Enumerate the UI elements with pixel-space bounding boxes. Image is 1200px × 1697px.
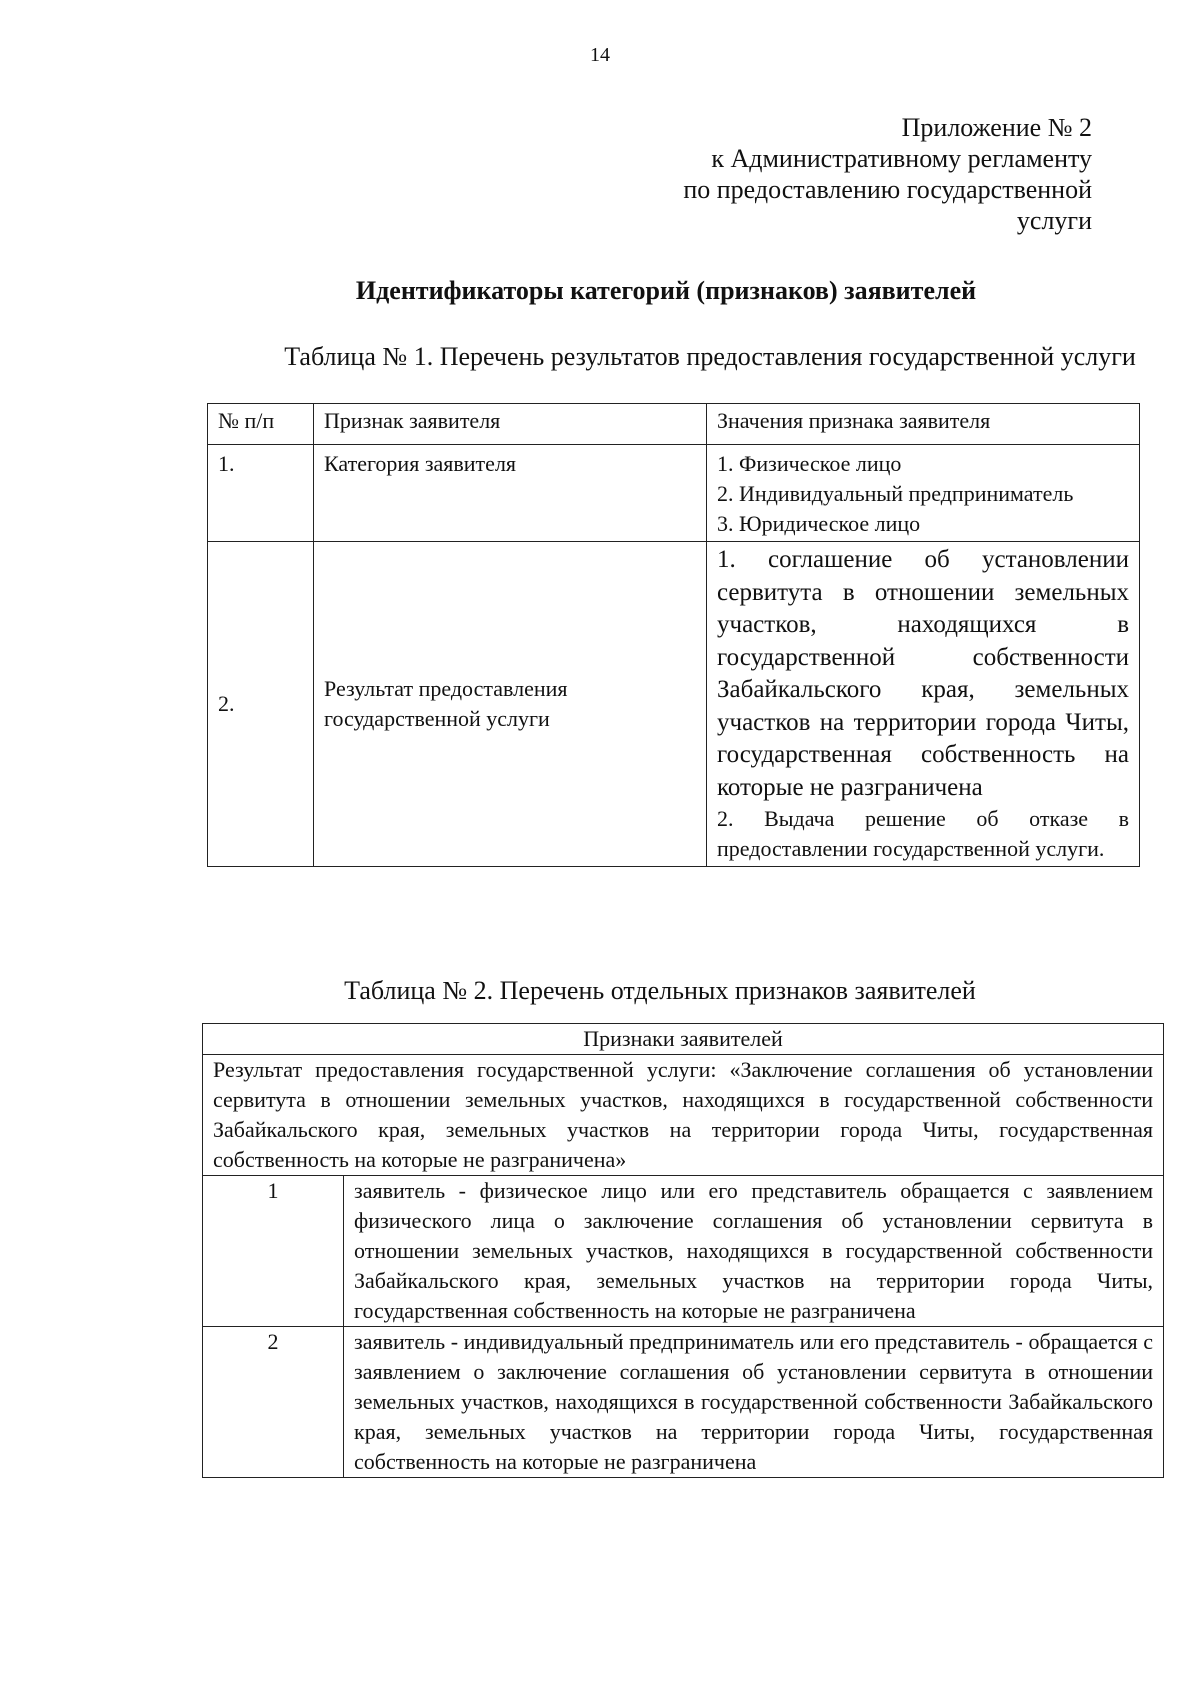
row-values: [707, 542, 1140, 867]
row-feature: Результат предоставления государственной услуги: [314, 542, 707, 867]
header-cell-number: № п/п: [208, 404, 314, 445]
value-item: 1. Физическое лицо: [717, 451, 902, 476]
result-cell: Результат предоставления государственной услуги: «Заключение соглашения об установлении сервитута в отношении земельных участков, находящихся в государственной собственности Забайкальского края, земельных участков на территории города Читы, государственная собственность на которые не разграничена»: [203, 1055, 1164, 1176]
table-header-row: [203, 1024, 1164, 1055]
results-table: [207, 403, 1140, 867]
table-row: [203, 1327, 1164, 1478]
table1-caption: Таблица № 1. Перечень результатов предоставления государственной услуги: [284, 342, 1136, 371]
row-number: 1.: [208, 445, 314, 542]
document-title: Идентификаторы категорий (признаков) заявителей: [355, 276, 977, 305]
page-number: 14: [590, 44, 610, 66]
appendix-line-2: к Административному регламенту: [711, 144, 1092, 173]
row-number: 1: [203, 1176, 344, 1327]
table-header-row: [208, 404, 1140, 445]
table-row: [208, 542, 1140, 867]
appendix-line-4: услуги: [1016, 206, 1092, 235]
appendix-line-1: Приложение № 2: [901, 113, 1092, 142]
table-row: [208, 445, 1140, 542]
header-cell: Признаки заявителей: [203, 1024, 1164, 1055]
row-number: 2: [203, 1327, 344, 1478]
applicant-features-table: [202, 1023, 1164, 1478]
row-number: 2.: [208, 542, 314, 867]
row-text: заявитель - физическое лицо или его представитель обращается с заявлением физического лица о заключение соглашения об установлении сервитута в отношении земельных участков, находящихся в государственной собственности Забайкальского края, земельных участков на территории города Читы, государственная собственность на которые не разграничена: [344, 1176, 1164, 1327]
table2-caption: Таблица № 2. Перечень отдельных признаков заявителей: [344, 976, 976, 1005]
header-cell-feature: Признак заявителя: [314, 404, 707, 445]
row-feature: Категория заявителя: [314, 445, 707, 542]
row-text: заявитель - индивидуальный предприниматель или его представитель - обращается с заявлением о заключение соглашения об установлении сервитута в отношении земельных участков, находящихся в государственной собственности Забайкальского края, земельных участков на территории города Читы, государственная собственность на которые не разграничена: [344, 1327, 1164, 1478]
header-cell-values: Значения признака заявителя: [707, 404, 1140, 445]
table-row: [203, 1176, 1164, 1327]
appendix-line-3: по предоставлению государственной: [683, 175, 1092, 204]
value-item: 3. Юридическое лицо: [717, 511, 921, 536]
result-row: [203, 1055, 1164, 1176]
value-item: 2. Выдача решение об отказе в предоставлении государственной услуги.: [717, 806, 1129, 861]
value-item: 1. соглашение об установлении сервитута в отношении земельных участков, находящихся в государственной собственности Забайкальского края, земельных участков на территории города Читы, государственная собственность на которые не разграничена: [717, 546, 1129, 801]
row-values: [707, 445, 1140, 542]
value-item: 2. Индивидуальный предприниматель: [717, 481, 1074, 506]
appendix-block: [683, 112, 1092, 236]
